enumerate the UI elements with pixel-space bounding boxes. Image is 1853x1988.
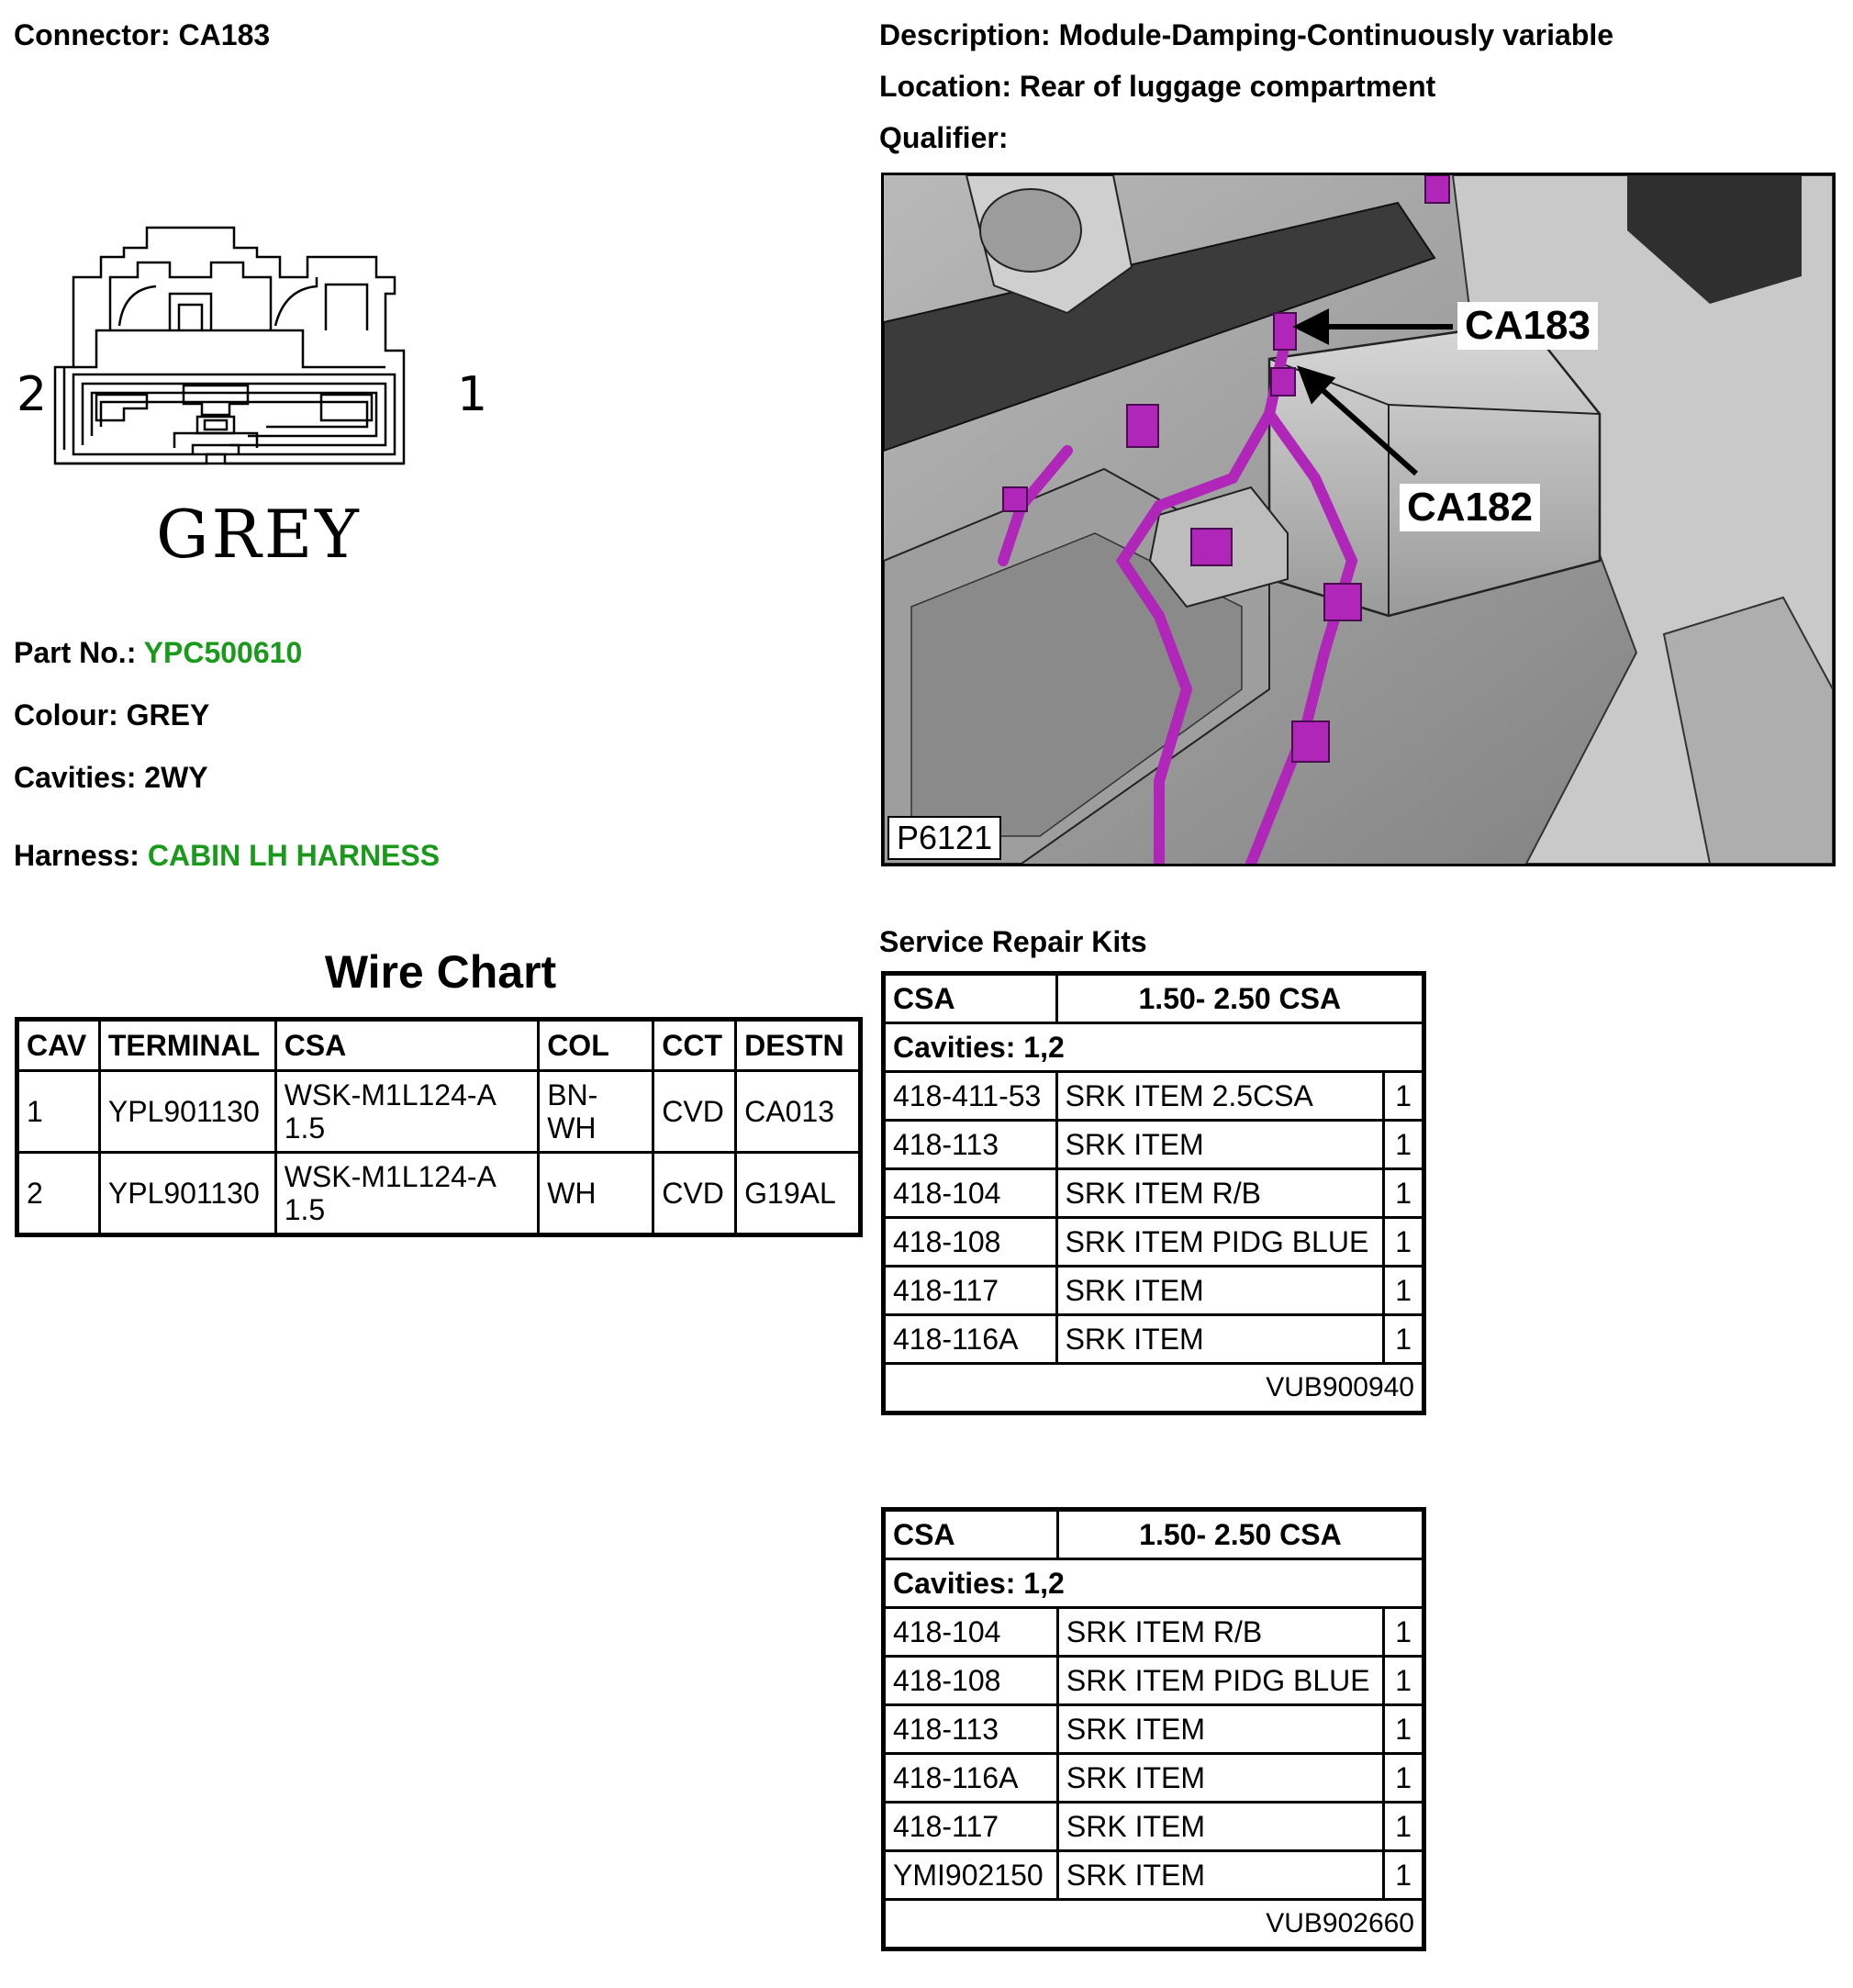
- kit-part-number: 418-113: [884, 1121, 1057, 1169]
- connector-face-diagram: [9, 220, 486, 578]
- kit-item-description: SRK ITEM: [1057, 1754, 1383, 1803]
- destn-cell: G19AL: [736, 1153, 861, 1235]
- kit-item-description: SRK ITEM: [1057, 1851, 1383, 1900]
- kit-item-qty: 1: [1384, 1121, 1424, 1169]
- part-number-link[interactable]: YPC500610: [143, 636, 303, 669]
- list-item: [884, 1169, 1424, 1218]
- colour-line: Colour: GREY: [14, 698, 210, 732]
- terminal-cell: YPL901130: [99, 1153, 275, 1235]
- kit-item-description: SRK ITEM: [1056, 1121, 1384, 1169]
- kit-csa-row: [884, 1510, 1424, 1559]
- location-line: Location: Rear of luggage compartment: [879, 70, 1436, 103]
- description-line: Description: Module-Damping-Continuously variable: [879, 18, 1614, 51]
- kit-item-qty: 1: [1384, 1851, 1424, 1900]
- connector-location-photo: [881, 173, 1836, 866]
- kit-item-description: SRK ITEM: [1057, 1803, 1383, 1851]
- photo-id-label: P6121: [887, 816, 1001, 860]
- kit-item-qty: 1: [1384, 1169, 1424, 1218]
- kit-part-number: 418-113: [884, 1705, 1058, 1754]
- cav-cell: 1: [17, 1071, 100, 1153]
- service-repair-kits-title: Service Repair Kits: [879, 925, 1147, 958]
- kit-item-qty: 1: [1384, 1754, 1424, 1803]
- kit-item-qty: 1: [1384, 1608, 1424, 1657]
- wire-chart-table: [15, 1017, 863, 1237]
- header-terminal: TERMINAL: [99, 1020, 275, 1071]
- kit-item-qty: 1: [1384, 1218, 1424, 1267]
- list-item: [884, 1315, 1424, 1364]
- header-csa: CSA: [275, 1020, 539, 1071]
- cct-cell: CVD: [653, 1071, 736, 1153]
- kit-item-qty: 1: [1384, 1315, 1424, 1364]
- header-col: COL: [539, 1020, 653, 1071]
- pin-1-label: 1: [457, 367, 488, 422]
- kit-item-description: SRK ITEM PIDG BLUE: [1056, 1218, 1384, 1267]
- part-number-line: Part No.: YPC500610: [14, 636, 303, 669]
- harness-line: Harness: CABIN LH HARNESS: [14, 839, 441, 872]
- terminal-cell: YPL901130: [99, 1071, 275, 1153]
- col-cell: BN-WH: [539, 1071, 653, 1153]
- pin-2-label: 2: [17, 367, 48, 422]
- repair-kit-table-2: [881, 1507, 1426, 1951]
- wire-chart-title: Wire Chart: [324, 946, 557, 998]
- kit-code-row: [884, 1364, 1424, 1413]
- qualifier-line: Qualifier:: [879, 121, 1009, 154]
- table-row: [17, 1153, 861, 1235]
- connector-heading: Connector: CA183: [14, 18, 271, 51]
- kit-code-row: [884, 1900, 1424, 1949]
- ca183-connector-icon: [1274, 313, 1296, 350]
- csa-cell: WSK-M1L124-A 1.5: [275, 1153, 539, 1235]
- wire-chart-header-row: [17, 1020, 861, 1071]
- connector-colour-label: GREY: [156, 496, 362, 573]
- kit-part-number: 418-108: [884, 1657, 1058, 1705]
- kit-csa-label: CSA: [884, 1510, 1058, 1559]
- kit-part-number: 418-411-53: [884, 1072, 1057, 1121]
- kit-cavities-row: [884, 1023, 1424, 1072]
- kit-part-number: 418-104: [884, 1169, 1057, 1218]
- kit-item-description: SRK ITEM: [1056, 1315, 1384, 1364]
- list-item: [884, 1705, 1424, 1754]
- list-item: [884, 1218, 1424, 1267]
- kit-item-description: SRK ITEM R/B: [1057, 1608, 1383, 1657]
- kit-code: VUB902660: [884, 1900, 1424, 1949]
- kit-cavities-row: [884, 1559, 1424, 1608]
- header-destn: DESTN: [736, 1020, 861, 1071]
- kit-part-number: YMI902150: [884, 1851, 1058, 1900]
- ca182-connector-icon: [1271, 368, 1295, 396]
- list-item: [884, 1121, 1424, 1169]
- kit-part-number: 418-108: [884, 1218, 1057, 1267]
- kit-part-number: 418-117: [884, 1267, 1057, 1315]
- list-item: [884, 1072, 1424, 1121]
- kit-item-description: SRK ITEM 2.5CSA: [1056, 1072, 1384, 1121]
- kit-part-number: 418-116A: [884, 1754, 1058, 1803]
- csa-cell: WSK-M1L124-A 1.5: [275, 1071, 539, 1153]
- ca183-callout: CA183: [1457, 302, 1598, 350]
- cct-cell: CVD: [653, 1153, 736, 1235]
- kit-part-number: 418-117: [884, 1803, 1058, 1851]
- vehicle-interior-illustration: [884, 175, 1833, 864]
- kit-cavities: Cavities: 1,2: [884, 1559, 1424, 1608]
- list-item: [884, 1608, 1424, 1657]
- kit-code: VUB900940: [884, 1364, 1424, 1413]
- cav-cell: 2: [17, 1153, 100, 1235]
- list-item: [884, 1851, 1424, 1900]
- header-cct: CCT: [653, 1020, 736, 1071]
- kit-item-qty: 1: [1384, 1705, 1424, 1754]
- repair-kit-table-1: [881, 971, 1426, 1415]
- kit-item-qty: 1: [1384, 1657, 1424, 1705]
- destn-cell: CA013: [736, 1071, 861, 1153]
- list-item: [884, 1657, 1424, 1705]
- cavities-line: Cavities: 2WY: [14, 761, 208, 794]
- kit-item-description: SRK ITEM: [1056, 1267, 1384, 1315]
- kit-cavities: Cavities: 1,2: [884, 1023, 1424, 1072]
- kit-csa-label: CSA: [884, 974, 1057, 1023]
- kit-item-description: SRK ITEM R/B: [1056, 1169, 1384, 1218]
- kit-csa-value: 1.50- 2.50 CSA: [1057, 1510, 1423, 1559]
- list-item: [884, 1267, 1424, 1315]
- kit-item-qty: 1: [1384, 1267, 1424, 1315]
- header-cav: CAV: [17, 1020, 100, 1071]
- list-item: [884, 1803, 1424, 1851]
- table-row: [17, 1071, 861, 1153]
- kit-csa-value: 1.50- 2.50 CSA: [1056, 974, 1423, 1023]
- list-item: [884, 1754, 1424, 1803]
- ca182-callout: CA182: [1400, 484, 1540, 531]
- col-cell: WH: [539, 1153, 653, 1235]
- kit-item-description: SRK ITEM: [1057, 1705, 1383, 1754]
- kit-item-qty: 1: [1384, 1803, 1424, 1851]
- kit-item-qty: 1: [1384, 1072, 1424, 1121]
- kit-csa-row: [884, 974, 1424, 1023]
- kit-item-description: SRK ITEM PIDG BLUE: [1057, 1657, 1383, 1705]
- kit-part-number: 418-104: [884, 1608, 1058, 1657]
- harness-link[interactable]: CABIN LH HARNESS: [147, 839, 441, 872]
- kit-part-number: 418-116A: [884, 1315, 1057, 1364]
